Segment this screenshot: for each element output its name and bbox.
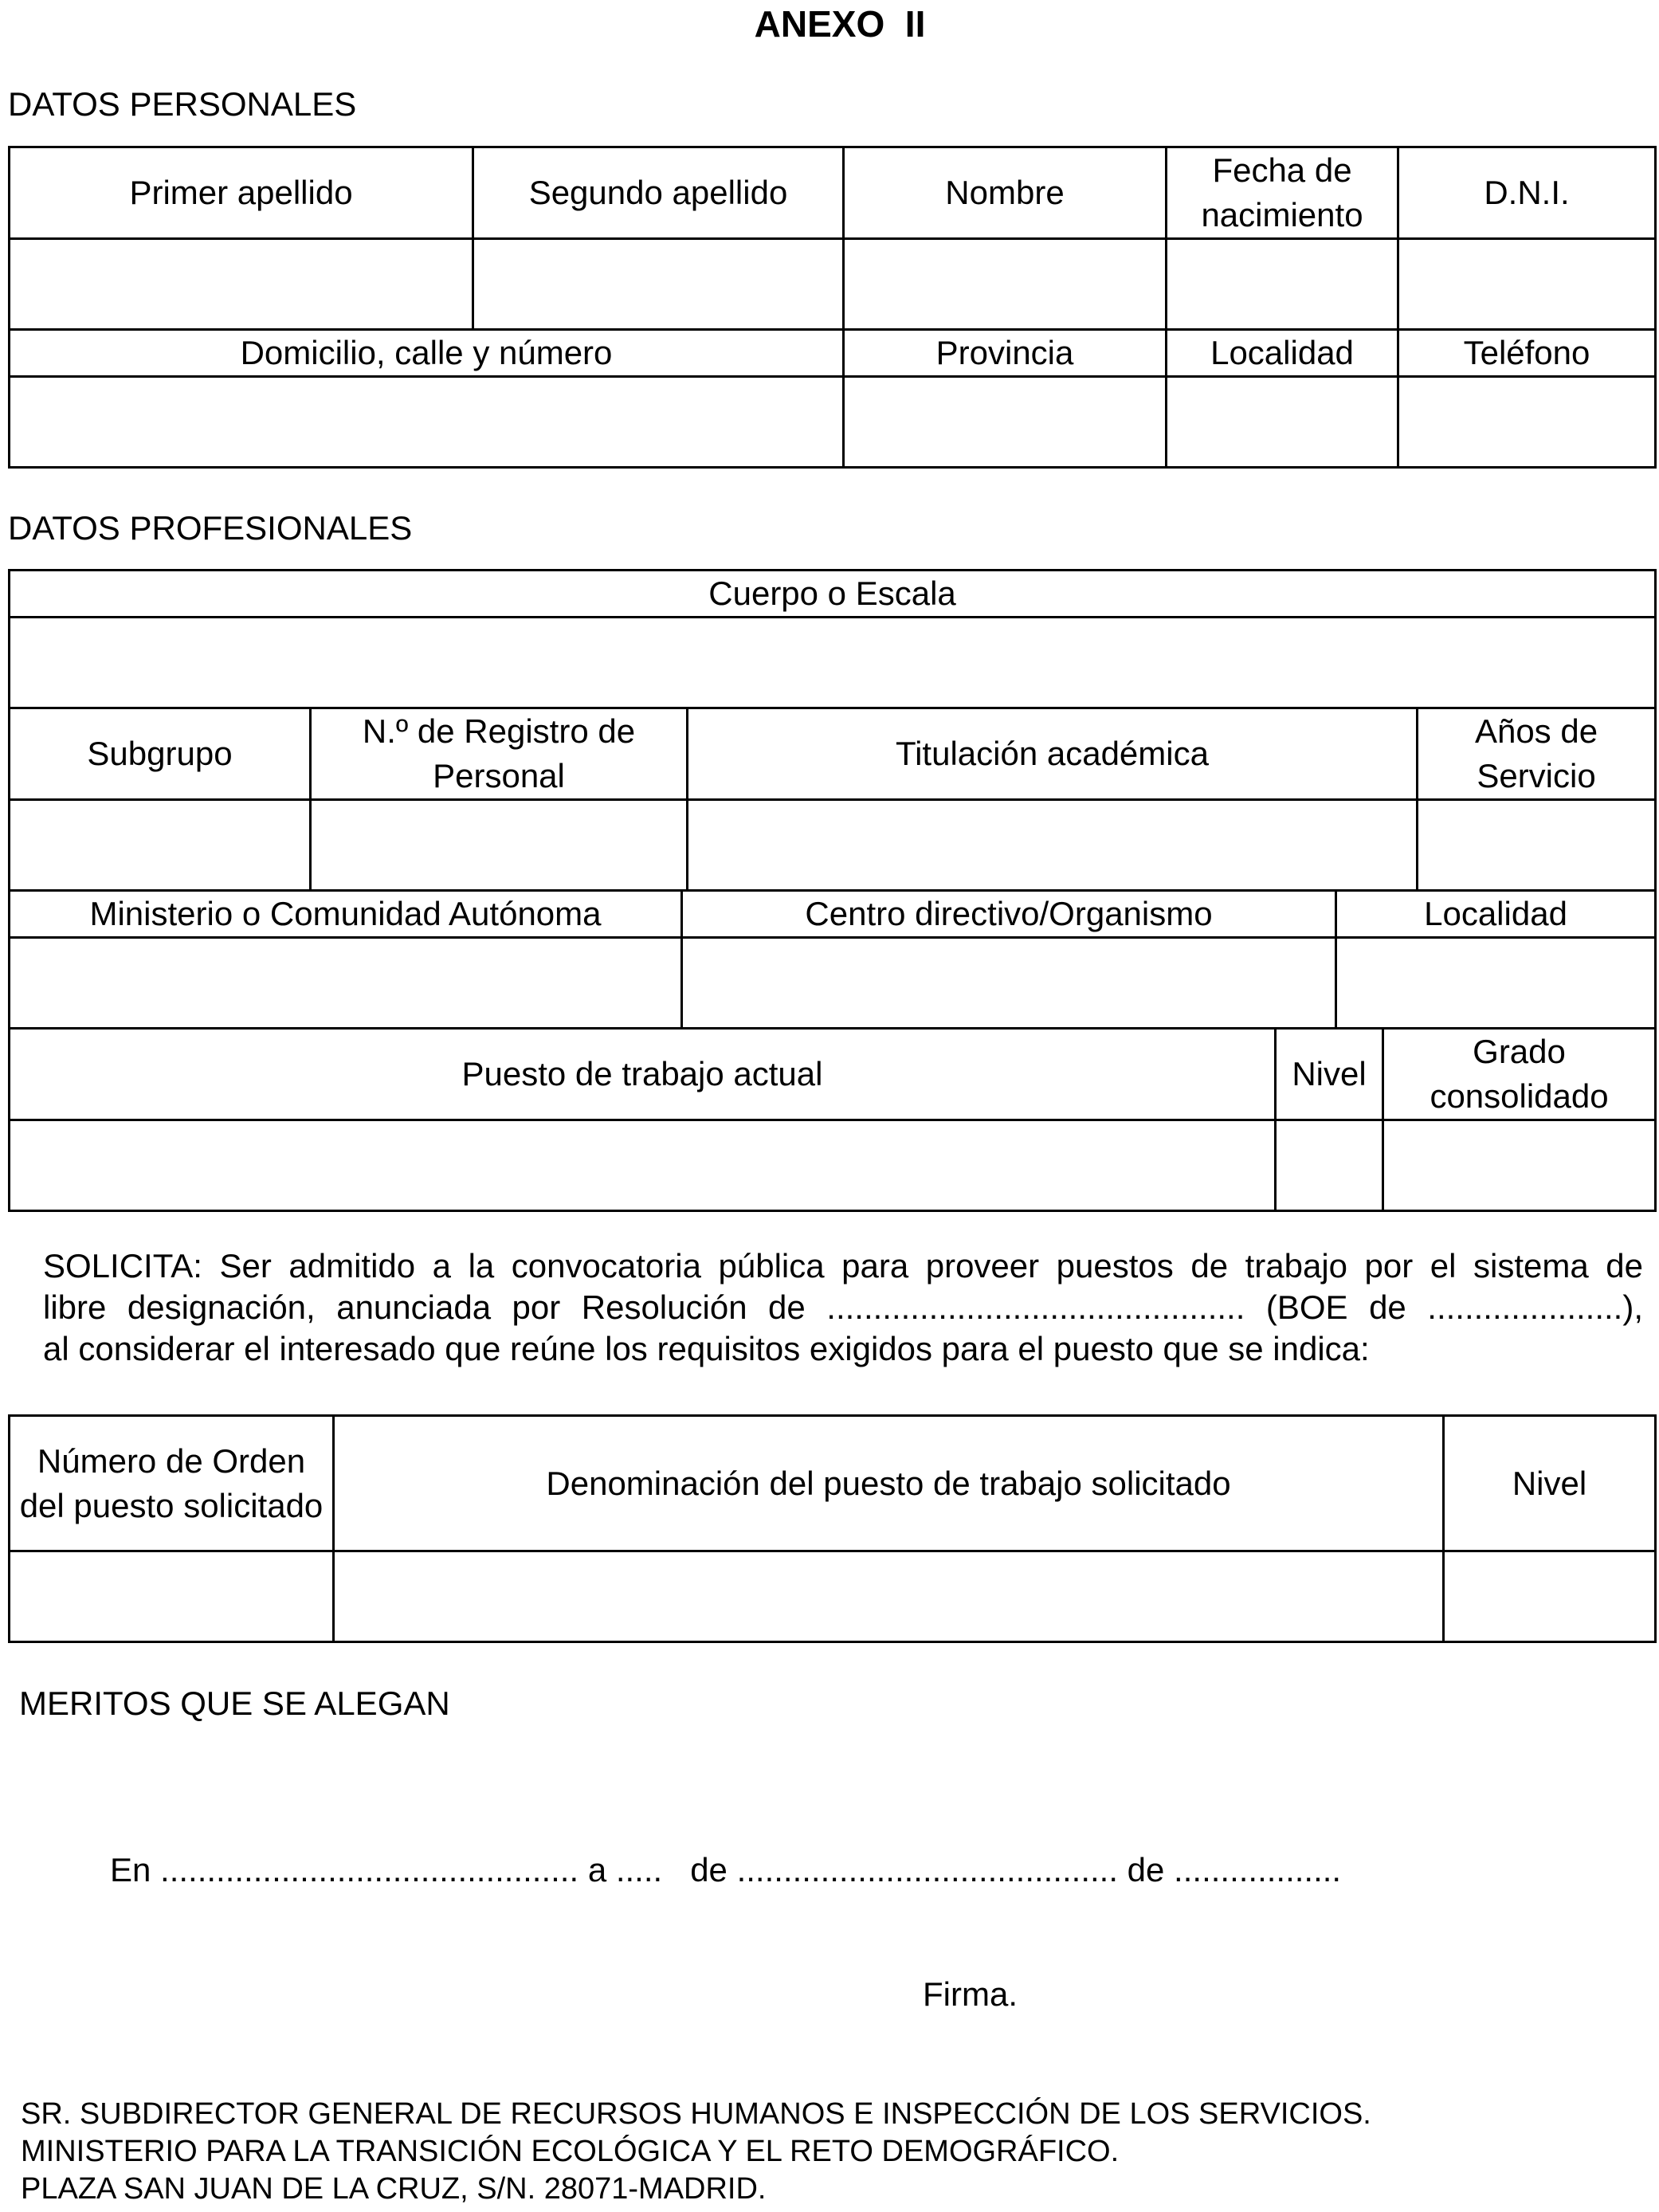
input-provincia[interactable] — [844, 377, 1167, 468]
input-numero-orden[interactable] — [10, 1551, 334, 1642]
input-puesto-actual[interactable] — [10, 1120, 1276, 1211]
input-subgrupo[interactable] — [10, 800, 311, 891]
addressee-block — [21, 2096, 1371, 2208]
solicita-line-3: al considerar el interesado que reúne los requisitos exigidos para el puesto que se indica: — [43, 1330, 1370, 1367]
input-denominacion-puesto[interactable] — [334, 1551, 1444, 1642]
header-denominacion-puesto: Denominación del puesto de trabajo solicitado — [334, 1416, 1444, 1551]
header-primer-apellido: Primer apellido — [10, 147, 473, 239]
header-ministerio: Ministerio o Comunidad Autónoma — [10, 891, 682, 938]
input-nivel-actual[interactable] — [1276, 1120, 1383, 1211]
header-domicilio: Domicilio, calle y número — [10, 330, 844, 377]
header-subgrupo: Subgrupo — [10, 708, 311, 800]
header-provincia: Provincia — [844, 330, 1167, 377]
input-ministerio[interactable] — [10, 938, 682, 1029]
section-heading-datos-profesionales: DATOS PROFESIONALES — [8, 509, 413, 547]
signature-label: Firma. — [923, 1975, 1018, 2013]
addressee-line-1: SR. SUBDIRECTOR GENERAL DE RECURSOS HUMANOS E INSPECCIÓN DE LOS SERVICIOS. — [21, 2097, 1371, 2131]
header-telefono: Teléfono — [1398, 330, 1656, 377]
input-anos-servicio[interactable] — [1418, 800, 1656, 891]
input-localidad[interactable] — [1167, 377, 1398, 468]
header-localidad: Localidad — [1167, 330, 1398, 377]
input-fecha-nacimiento[interactable] — [1167, 239, 1398, 330]
addressee-line-2: MINISTERIO PARA LA TRANSICIÓN ECOLÓGICA Y EL RETO DEMOGRÁFICO. — [21, 2135, 1120, 2168]
header-anos-servicio: Años de Servicio — [1418, 708, 1656, 800]
header-nivel-actual: Nivel — [1276, 1029, 1383, 1120]
input-segundo-apellido[interactable] — [473, 239, 844, 330]
input-dni[interactable] — [1398, 239, 1656, 330]
header-nivel-solicitado: Nivel — [1444, 1416, 1656, 1551]
input-registro-personal[interactable] — [311, 800, 688, 891]
input-centro-directivo[interactable] — [682, 938, 1336, 1029]
date-place-line: En ............................................. a ..... de ......................................... de .................. — [110, 1851, 1342, 1888]
solicita-line-1: SOLICITA: Ser admitido a la convocatoria pública para proveer puestos de trabajo por el sistema de — [43, 1247, 1643, 1284]
datos-personales-table — [8, 146, 1657, 469]
header-cuerpo-escala: Cuerpo o Escala — [10, 571, 1656, 618]
header-registro-personal: N.º de Registro de Personal — [311, 708, 688, 800]
header-fecha-nacimiento: Fecha de nacimiento — [1167, 147, 1398, 239]
datos-profesionales-table — [8, 569, 1657, 1212]
header-titulacion: Titulación académica — [688, 708, 1418, 800]
header-nombre: Nombre — [844, 147, 1167, 239]
input-localidad-profesional[interactable] — [1336, 938, 1656, 1029]
header-segundo-apellido: Segundo apellido — [473, 147, 844, 239]
header-puesto-actual: Puesto de trabajo actual — [10, 1029, 1276, 1120]
addressee-line-3: PLAZA SAN JUAN DE LA CRUZ, S/N. 28071-MADRID. — [21, 2172, 767, 2206]
puesto-solicitado-table — [8, 1414, 1657, 1643]
input-titulacion[interactable] — [688, 800, 1418, 891]
input-primer-apellido[interactable] — [10, 239, 473, 330]
input-cuerpo-escala[interactable] — [10, 618, 1656, 708]
header-localidad-profesional: Localidad — [1336, 891, 1656, 938]
solicita-paragraph — [43, 1245, 1643, 1370]
header-centro-directivo: Centro directivo/Organismo — [682, 891, 1336, 938]
input-grado-consolidado[interactable] — [1383, 1120, 1656, 1211]
header-numero-orden: Número de Orden del puesto solicitado — [10, 1416, 334, 1551]
solicita-line-2: libre designación, anunciada por Resolución de ............................................. (BOE de .....................), — [43, 1288, 1643, 1326]
input-nivel-solicitado[interactable] — [1444, 1551, 1656, 1642]
input-telefono[interactable] — [1398, 377, 1656, 468]
header-grado-consolidado: Grado consolidado — [1383, 1029, 1656, 1120]
input-domicilio[interactable] — [10, 377, 844, 468]
header-dni: D.N.I. — [1398, 147, 1656, 239]
document-title: ANEXO II — [754, 3, 926, 45]
input-nombre[interactable] — [844, 239, 1167, 330]
section-heading-meritos: MERITOS QUE SE ALEGAN — [19, 1684, 450, 1722]
section-heading-datos-personales: DATOS PERSONALES — [8, 85, 357, 123]
